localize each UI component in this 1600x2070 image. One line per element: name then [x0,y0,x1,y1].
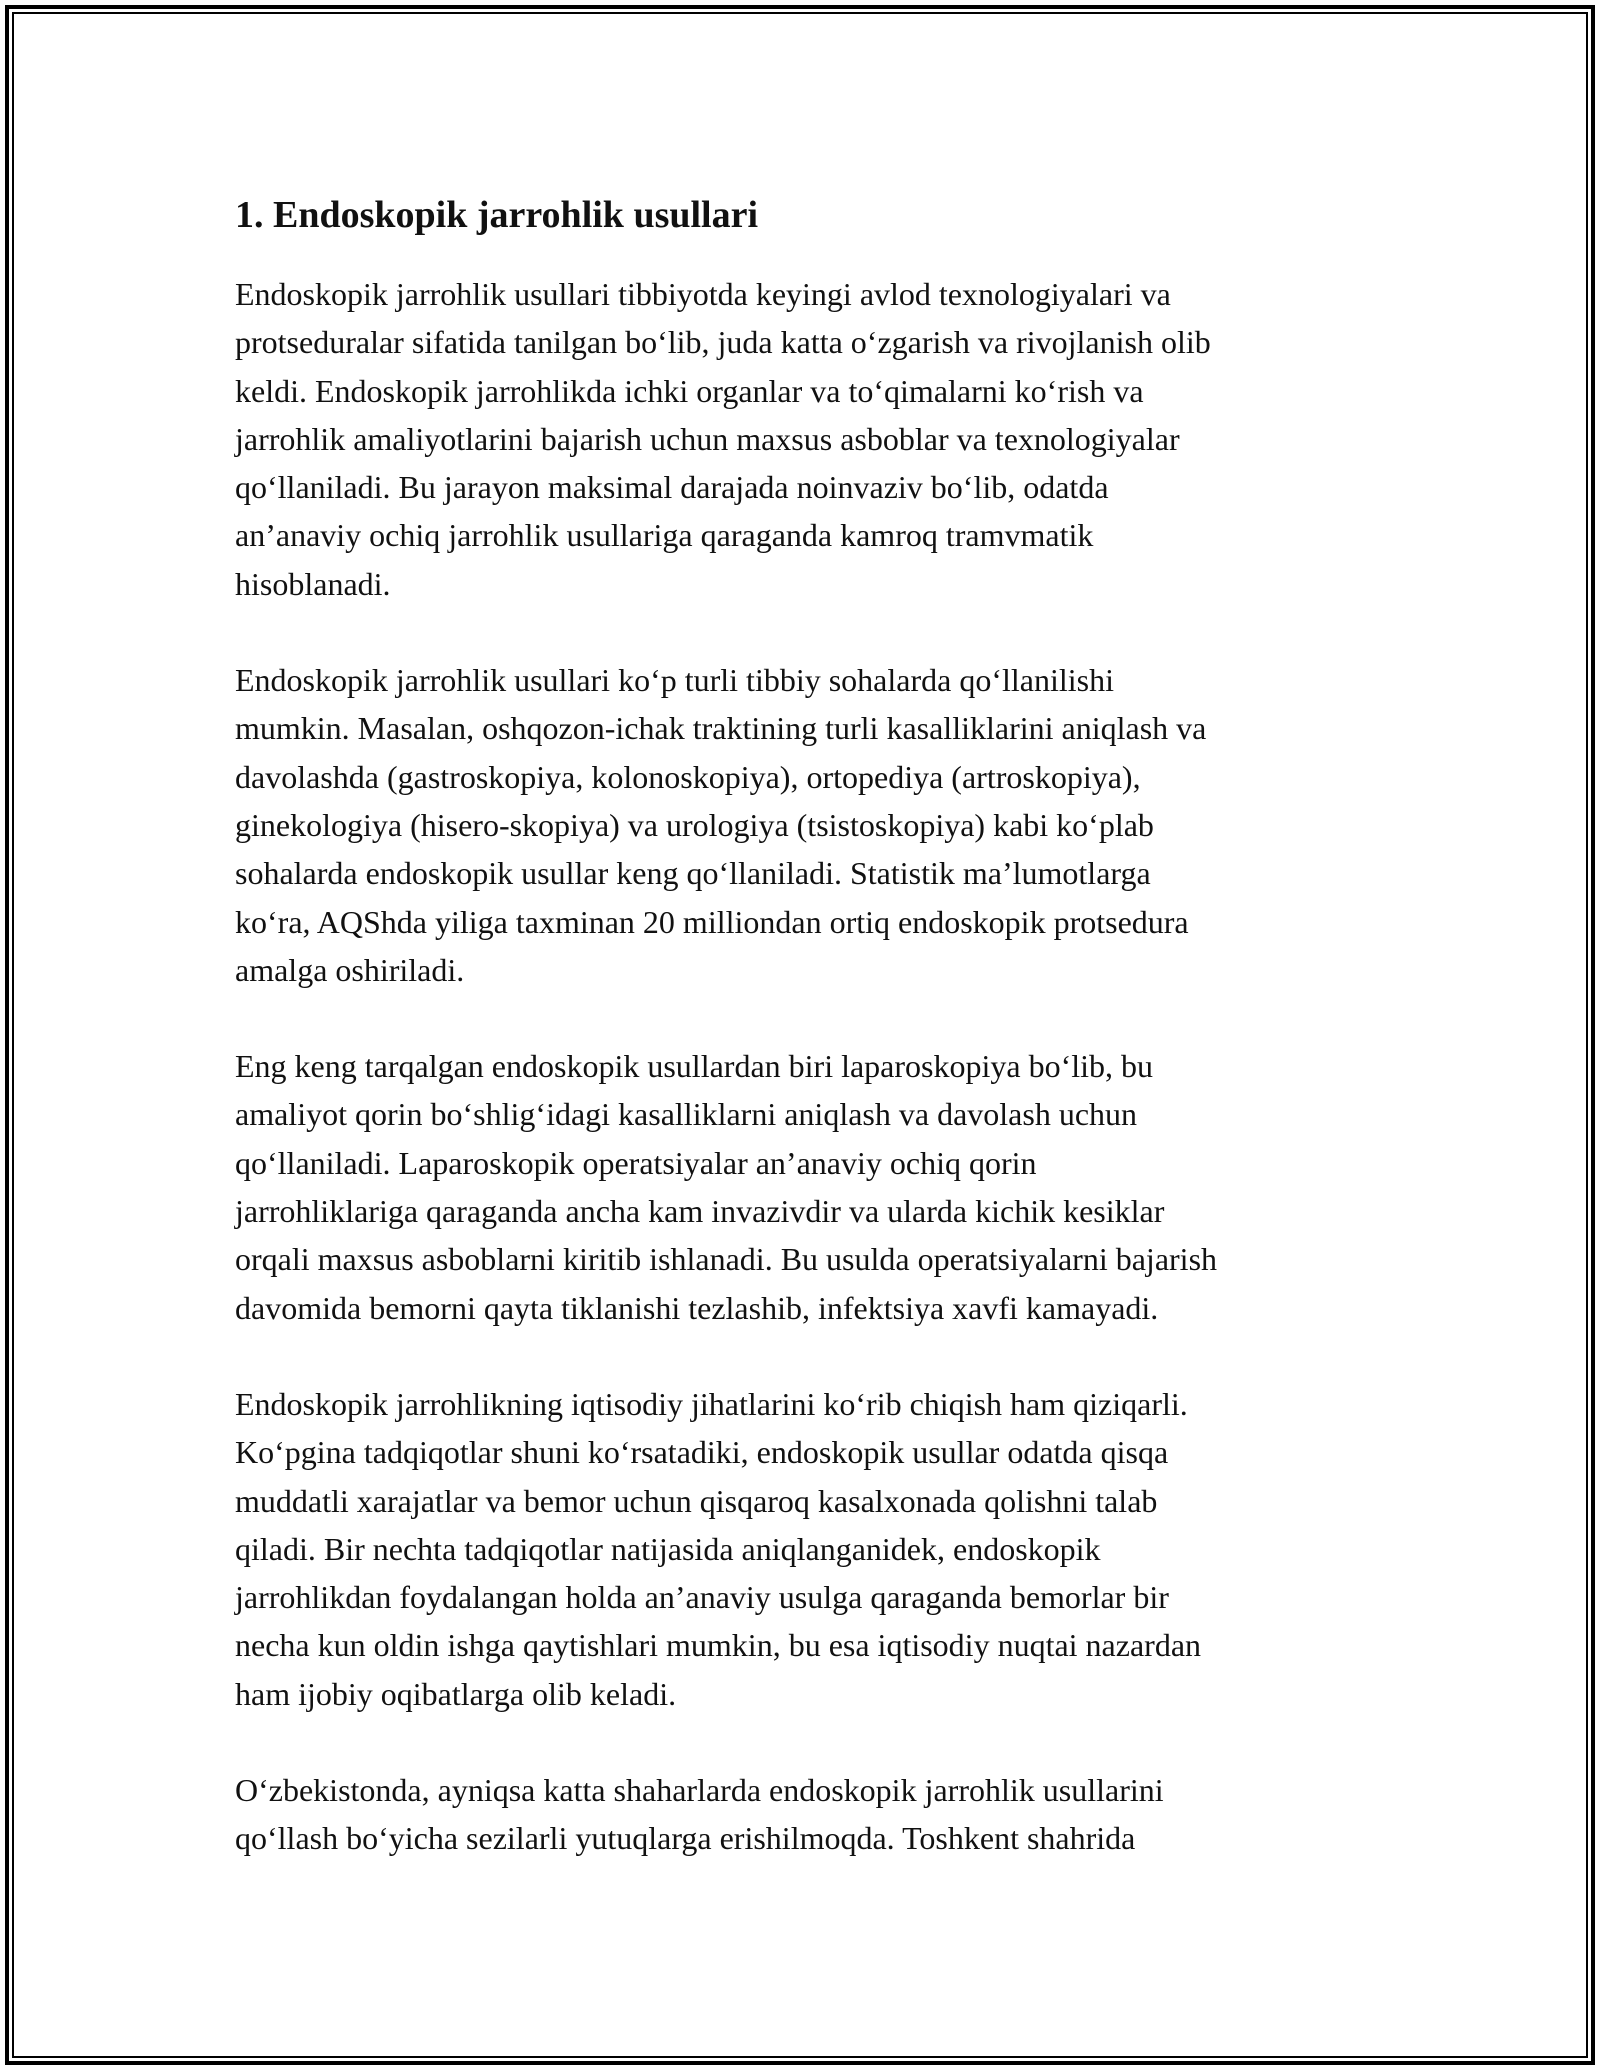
text-line: jarrohliklariga qaraganda ancha kam invazivdir va ularda kichik kesiklar [235,1193,1165,1230]
text-line: Endoskopik jarrohlik usullari ko‘p turli tibbiy sohalarda qo‘llanilishi [235,662,1114,699]
text-line: Ko‘pgina tadqiqotlar shuni ko‘rsatadiki, endoskopik usullar odatda qisqa [235,1434,1169,1471]
text-line: hisoblanadi. [235,565,391,602]
text-line: an’anaviy ochiq jarrohlik usullariga qaraganda kamroq tramvmatik [235,517,1094,554]
paragraph-3 [235,1042,1365,1332]
text-line: qo‘llaniladi. Laparoskopik operatsiyalar an’anaviy ochiq qorin [235,1144,1037,1181]
text-line: davomida bemorni qayta tiklanishi tezlashib, infektsiya xavfi kamayadi. [235,1289,1159,1326]
paragraph-1 [235,270,1365,608]
text-line: jarrohlikdan foydalangan holda an’anaviy usulga qaraganda bemorlar bir [235,1579,1169,1616]
text-line: orqali maxsus asboblarni kiritib ishlanadi. Bu usulda operatsiyalarni bajarish [235,1241,1218,1278]
text-line: mumkin. Masalan, oshqozon-ichak traktining turli kasalliklarini aniqlash va [235,710,1207,747]
text-line: amaliyot qorin bo‘shlig‘idagi kasalliklarni aniqlash va davolash uchun [235,1096,1138,1133]
text-line: jarrohlik amaliyotlarini bajarish uchun maxsus asboblar va texnologiyalar [235,420,1180,457]
paragraph-4 [235,1380,1365,1718]
text-line: protseduralar sifatida tanilgan bo‘lib, juda katta o‘zgarish va rivojlanish olib [235,324,1211,361]
text-line: qiladi. Bir nechta tadqiqotlar natijasida aniqlanganidek, endoskopik [235,1530,1101,1567]
text-line: muddatli xarajatlar va bemor uchun qisqaroq kasalxonada qolishni talab [235,1482,1158,1519]
text-line: Eng keng tarqalgan endoskopik usullardan biri laparoskopiya bo‘lib, bu [235,1048,1154,1085]
text-line: ko‘ra, AQShda yiliga taxminan 20 milliondan ortiq endoskopik protsedura [235,903,1189,940]
text-line: ginekologiya (hisero-skopiya) va urologiya (tsistoskopiya) kabi ko‘plab [235,806,1154,843]
paragraph-5 [235,1766,1365,1863]
text-line: ham ijobiy oqibatlarga olib keladi. [235,1675,677,1712]
section-heading: 1. Endoskopik jarrohlik usullari [235,194,759,236]
text-line: amalga oshiriladi. [235,951,465,988]
text-line: Endoskopik jarrohlik usullari tibbiyotda keyingi avlod texnologiyalari va [235,276,1171,312]
text-line: O‘zbekistonda, ayniqsa katta shaharlarda endoskopik jarrohlik usullarini [235,1772,1164,1809]
text-line: Endoskopik jarrohlikning iqtisodiy jihatlarini ko‘rib chiqish ham qiziqarli. [235,1385,1188,1422]
document-body [235,186,1365,1911]
text-line: keldi. Endoskopik jarrohlikda ichki organlar va to‘qimalarni ko‘rish va [235,372,1144,409]
text-line: sohalarda endoskopik usullar keng qo‘llaniladi. Statistik ma’lumotlarga [235,855,1151,892]
text-line: qo‘llaniladi. Bu jarayon maksimal darajada noinvaziv bo‘lib, odatda [235,469,1109,506]
text-line: davolashda (gastroskopiya, kolonoskopiya), ortopediya (artroskopiya), [235,758,1141,795]
text-line: necha kun oldin ishga qaytishlari mumkin, bu esa iqtisodiy nuqtai nazardan [235,1627,1202,1664]
paragraph-2 [235,656,1365,994]
text-line: qo‘llash bo‘yicha sezilarli yutuqlarga erishilmoqda. Toshkent shahrida [235,1820,1136,1857]
